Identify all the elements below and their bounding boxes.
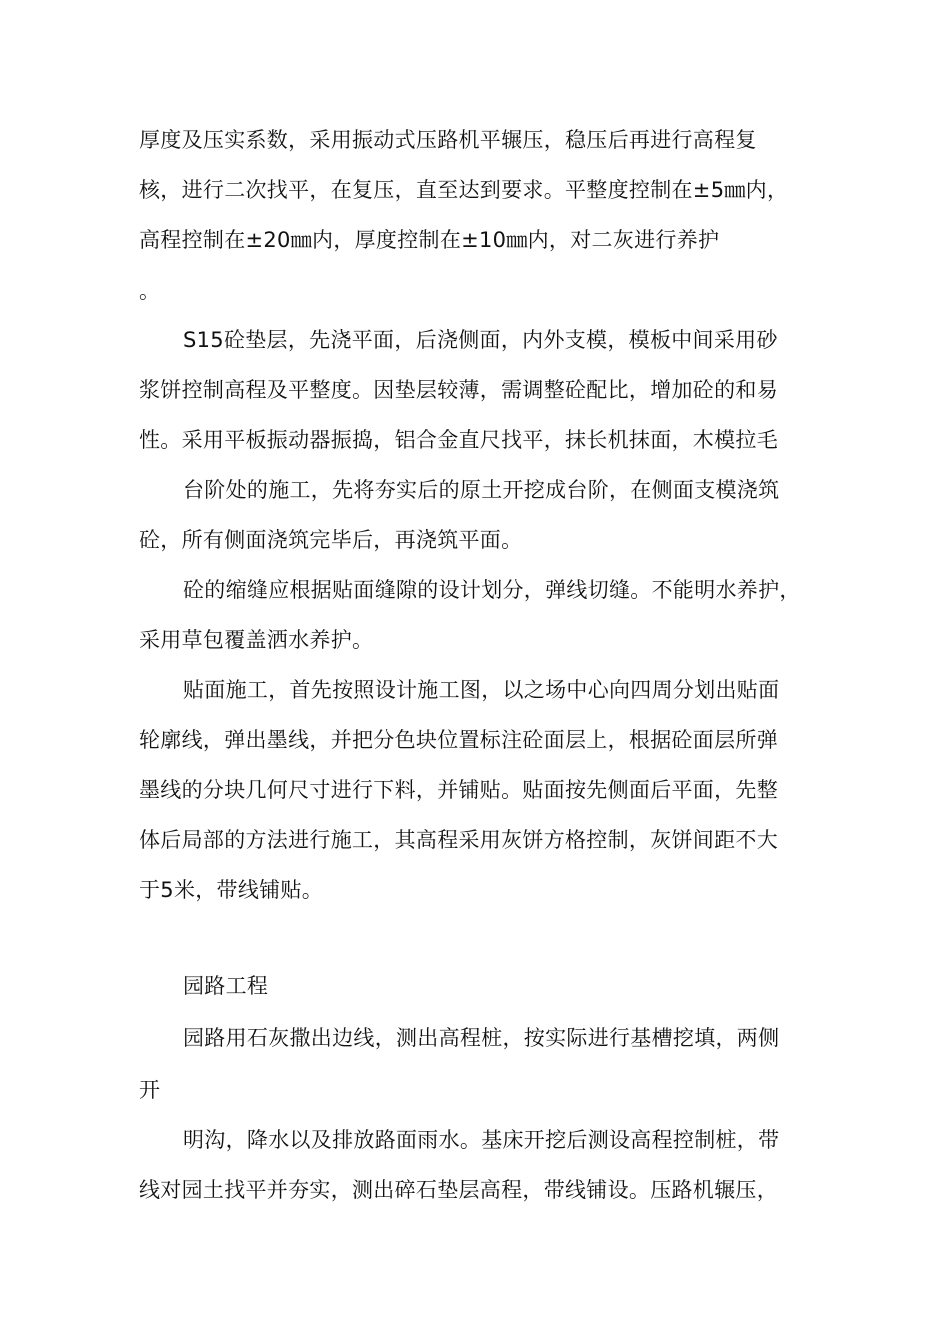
paragraph-first-line: 贴面施工，首先按照设计施工图，以之场中心向四周分划出贴面 [183, 678, 780, 702]
text-line: 于5米，带线铺贴。 [139, 878, 324, 902]
text-line: 体后局部的方法进行施工，其高程采用灰饼方格控制，灰饼间距不大 [139, 828, 778, 852]
text-line: 线对园土找平并夯实，测出碎石垫层高程，带线铺设。压路机辗压， [139, 1178, 778, 1202]
section-heading: 园路工程 [183, 974, 269, 998]
text-line: 厚度及压实系数，采用振动式压路机平辗压，稳压后再进行高程复 [139, 128, 757, 152]
text-line: 。 [139, 279, 161, 303]
paragraph-first-line: 台阶处的施工，先将夯实后的原土开挖成台阶，在侧面支模浇筑 [183, 478, 780, 502]
paragraph-first-line: 砼的缩缝应根据贴面缝隙的设计划分，弹线切缝。不能明水养护， [183, 578, 801, 602]
text-line: 高程控制在±20㎜内，厚度控制在±10㎜内，对二灰进行养护 [139, 228, 720, 252]
text-line: 核，进行二次找平，在复压，直至达到要求。平整度控制在±5㎜内， [139, 178, 789, 202]
paragraph-first-line: 明沟，降水以及排放路面雨水。基床开挖后测设高程控制桩，带 [183, 1128, 780, 1152]
text-line: 性。采用平板振动器振捣，铝合金直尺找平，抹长机抹面，木模拉毛 [139, 428, 778, 452]
text-line: 开 [139, 1078, 161, 1102]
text-line: 采用草包覆盖洒水养护。 [139, 628, 374, 652]
text-line: 浆饼控制高程及平整度。因垫层较薄，需调整砼配比，增加砼的和易 [139, 378, 778, 402]
text-line: 砼，所有侧面浇筑完毕后，再浇筑平面。 [139, 528, 523, 552]
paragraph-first-line: S15砼垫层，先浇平面，后浇侧面，内外支模，模板中间采用砂 [183, 328, 778, 352]
text-line: 轮廓线，弹出墨线，并把分色块位置标注砼面层上，根据砼面层所弹 [139, 728, 778, 752]
text-line: 墨线的分块几何尺寸进行下料，并铺贴。贴面按先侧面后平面，先整 [139, 778, 778, 802]
paragraph-first-line: 园路用石灰撒出边线，测出高程桩，按实际进行基槽挖填，两侧 [183, 1026, 780, 1050]
